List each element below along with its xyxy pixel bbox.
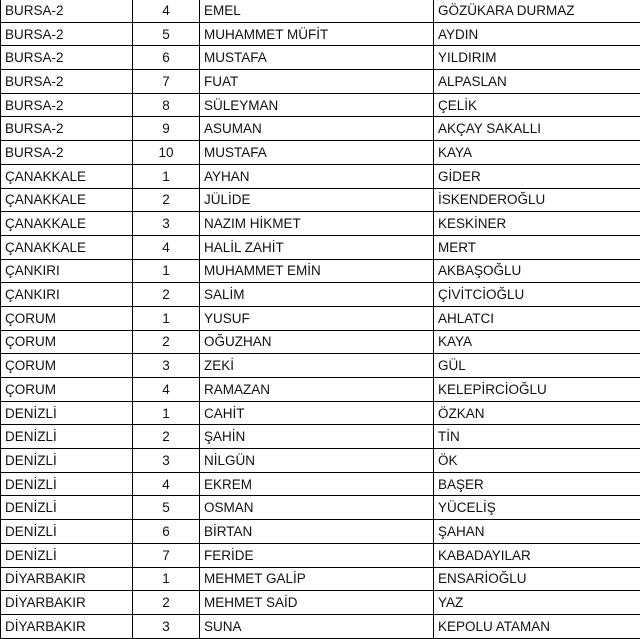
table-row [1, 567, 640, 591]
last-name-cell: KAYA [434, 330, 640, 354]
first-name-cell: EKREM [200, 472, 434, 496]
table-row [1, 543, 640, 567]
first-name-cell: MUHAMMET MÜFİT [200, 22, 434, 46]
first-name-cell: AYHAN [200, 164, 434, 188]
table-row [1, 591, 640, 615]
last-name-cell: KELEPİRCİOĞLU [434, 378, 640, 402]
candidate-number-cell: 2 [133, 283, 200, 307]
first-name-cell: RAMAZAN [200, 378, 434, 402]
province-cell: ÇORUM [1, 330, 133, 354]
province-cell: BURSA-2 [1, 117, 133, 141]
candidate-number-cell: 6 [133, 520, 200, 544]
table-row [1, 212, 640, 236]
table-row [1, 472, 640, 496]
candidate-number-cell: 2 [133, 188, 200, 212]
first-name-cell: SALİM [200, 283, 434, 307]
last-name-cell: AKÇAY SAKALLI [434, 117, 640, 141]
table-row [1, 354, 640, 378]
candidate-number-cell: 10 [133, 141, 200, 165]
province-cell: ÇANKIRI [1, 259, 133, 283]
candidate-number-cell: 4 [133, 472, 200, 496]
last-name-cell: GÖZÜKARA DURMAZ [434, 0, 640, 22]
province-cell: BURSA-2 [1, 0, 133, 22]
last-name-cell: KAYA [434, 141, 640, 165]
table-row [1, 614, 640, 638]
last-name-cell: YÜCELİŞ [434, 496, 640, 520]
first-name-cell: FUAT [200, 70, 434, 94]
first-name-cell: CAHİT [200, 401, 434, 425]
table-row [1, 164, 640, 188]
province-cell: BURSA-2 [1, 93, 133, 117]
table-row [1, 283, 640, 307]
first-name-cell: OSMAN [200, 496, 434, 520]
candidate-number-cell: 1 [133, 259, 200, 283]
province-cell: ÇANAKKALE [1, 164, 133, 188]
candidate-number-cell: 1 [133, 306, 200, 330]
last-name-cell: BAŞER [434, 472, 640, 496]
last-name-cell: KABADAYILAR [434, 543, 640, 567]
province-cell: ÇORUM [1, 354, 133, 378]
last-name-cell: YILDIRIM [434, 46, 640, 70]
province-cell: DENİZLİ [1, 543, 133, 567]
last-name-cell: AYDIN [434, 22, 640, 46]
candidate-number-cell: 7 [133, 70, 200, 94]
province-cell: BURSA-2 [1, 141, 133, 165]
province-cell: BURSA-2 [1, 46, 133, 70]
first-name-cell: MUSTAFA [200, 141, 434, 165]
candidate-number-cell: 2 [133, 425, 200, 449]
first-name-cell: NAZIM HİKMET [200, 212, 434, 236]
candidate-number-cell: 6 [133, 46, 200, 70]
candidate-number-cell: 4 [133, 378, 200, 402]
first-name-cell: ŞAHİN [200, 425, 434, 449]
candidate-number-cell: 5 [133, 496, 200, 520]
province-cell: DENİZLİ [1, 472, 133, 496]
last-name-cell: KEPOLU ATAMAN [434, 614, 640, 638]
candidate-number-cell: 1 [133, 401, 200, 425]
first-name-cell: MUHAMMET EMİN [200, 259, 434, 283]
first-name-cell: NİLGÜN [200, 449, 434, 473]
last-name-cell: GÜL [434, 354, 640, 378]
province-cell: BURSA-2 [1, 22, 133, 46]
first-name-cell: JÜLİDE [200, 188, 434, 212]
candidate-number-cell: 1 [133, 164, 200, 188]
first-name-cell: ASUMAN [200, 117, 434, 141]
candidate-number-cell: 8 [133, 93, 200, 117]
table-row [1, 46, 640, 70]
last-name-cell: ALPASLAN [434, 70, 640, 94]
candidate-number-cell: 3 [133, 449, 200, 473]
province-cell: ÇORUM [1, 378, 133, 402]
first-name-cell: YUSUF [200, 306, 434, 330]
first-name-cell: MEHMET SAİD [200, 591, 434, 615]
candidate-number-cell: 4 [133, 235, 200, 259]
table-row [1, 117, 640, 141]
province-cell: DENİZLİ [1, 425, 133, 449]
first-name-cell: SUNA [200, 614, 434, 638]
last-name-cell: MERT [434, 235, 640, 259]
candidate-number-cell: 3 [133, 212, 200, 236]
last-name-cell: TİN [434, 425, 640, 449]
last-name-cell: İSKENDEROĞLU [434, 188, 640, 212]
province-cell: DENİZLİ [1, 449, 133, 473]
last-name-cell: ENSARİOĞLU [434, 567, 640, 591]
province-cell: DİYARBAKIR [1, 591, 133, 615]
table-row [1, 0, 640, 22]
candidate-number-cell: 9 [133, 117, 200, 141]
table-row [1, 520, 640, 544]
candidate-number-cell: 3 [133, 614, 200, 638]
province-cell: ÇANAKKALE [1, 212, 133, 236]
province-cell: ÇANAKKALE [1, 188, 133, 212]
last-name-cell: ÇELİK [434, 93, 640, 117]
province-cell: DENİZLİ [1, 496, 133, 520]
province-cell: DİYARBAKIR [1, 614, 133, 638]
last-name-cell: ÇİVİTCİOĞLU [434, 283, 640, 307]
last-name-cell: AKBAŞOĞLU [434, 259, 640, 283]
last-name-cell: ŞAHAN [434, 520, 640, 544]
table-row [1, 22, 640, 46]
table-row [1, 188, 640, 212]
last-name-cell: YAZ [434, 591, 640, 615]
candidate-number-cell: 5 [133, 22, 200, 46]
first-name-cell: ZEKİ [200, 354, 434, 378]
table-row [1, 70, 640, 94]
candidate-number-cell: 3 [133, 354, 200, 378]
first-name-cell: OĞUZHAN [200, 330, 434, 354]
province-cell: DENİZLİ [1, 401, 133, 425]
last-name-cell: AHLATCI [434, 306, 640, 330]
table-row [1, 330, 640, 354]
table-row [1, 378, 640, 402]
first-name-cell: EMEL [200, 0, 434, 22]
province-cell: DİYARBAKIR [1, 567, 133, 591]
table-row [1, 141, 640, 165]
table-row [1, 259, 640, 283]
candidate-number-cell: 1 [133, 567, 200, 591]
table-row [1, 306, 640, 330]
first-name-cell: MEHMET GALİP [200, 567, 434, 591]
table-row [1, 93, 640, 117]
table-body [1, 0, 640, 638]
province-cell: ÇORUM [1, 306, 133, 330]
table-row [1, 401, 640, 425]
last-name-cell: ÖZKAN [434, 401, 640, 425]
candidate-number-cell: 7 [133, 543, 200, 567]
first-name-cell: BİRTAN [200, 520, 434, 544]
province-cell: BURSA-2 [1, 70, 133, 94]
province-cell: ÇANKIRI [1, 283, 133, 307]
first-name-cell: FERİDE [200, 543, 434, 567]
candidate-number-cell: 4 [133, 0, 200, 22]
table-row [1, 449, 640, 473]
last-name-cell: ÖK [434, 449, 640, 473]
last-name-cell: GİDER [434, 164, 640, 188]
province-cell: DENİZLİ [1, 520, 133, 544]
table-row [1, 425, 640, 449]
first-name-cell: MUSTAFA [200, 46, 434, 70]
first-name-cell: HALİL ZAHİT [200, 235, 434, 259]
candidate-number-cell: 2 [133, 330, 200, 354]
table-row [1, 235, 640, 259]
first-name-cell: SÜLEYMAN [200, 93, 434, 117]
table-row [1, 496, 640, 520]
last-name-cell: KESKİNER [434, 212, 640, 236]
candidate-number-cell: 2 [133, 591, 200, 615]
province-cell: ÇANAKKALE [1, 235, 133, 259]
